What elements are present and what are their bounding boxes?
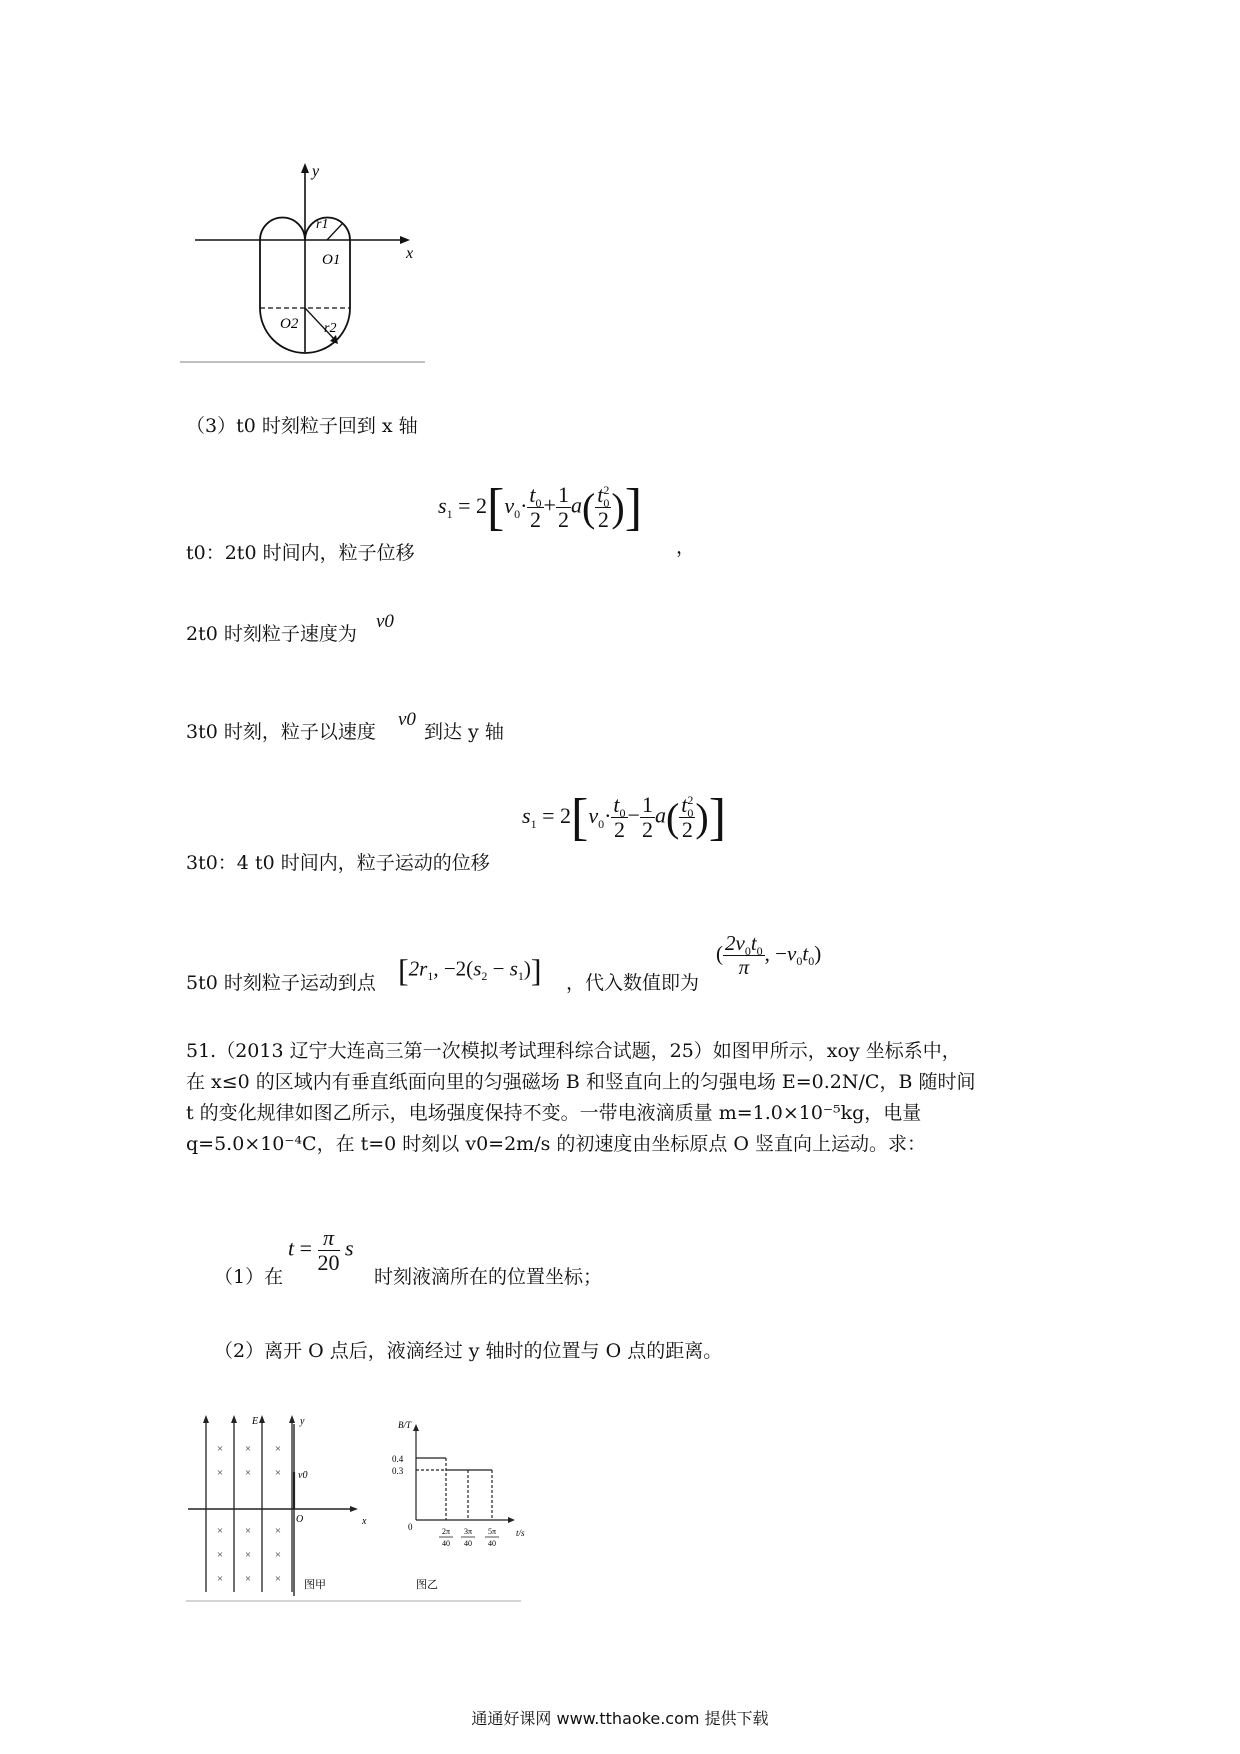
line-5t0-point: [$2r_1$, $-2(s_2 - s_1)$] bbox=[398, 952, 542, 988]
jia-y-label: y bbox=[300, 1416, 305, 1427]
field-cross: × bbox=[216, 1549, 224, 1561]
question-1-post: 时刻液滴所在的位置坐标； bbox=[374, 1266, 603, 1288]
yi-tick-numerator: 3π bbox=[463, 1527, 473, 1536]
yi-tick-numerator: 2π bbox=[441, 1527, 451, 1536]
jia-v0-label: v0 bbox=[298, 1470, 308, 1481]
line-3t0-4t0-text: 3t0：4 t0 时间内，粒子运动的位移 bbox=[186, 852, 490, 874]
jia-O-label: O bbox=[296, 1514, 304, 1525]
O2-label: O2 bbox=[280, 316, 299, 332]
line-t0-2t0-tail: ， bbox=[676, 536, 696, 558]
formula-s1-plus: $s_1 = 2[v_0\cdot$ $\frac{t_0}{2}$ + $\frac{1}{2}$ a( $\frac{t^2_0}{2}$ )] bbox=[438, 479, 643, 536]
figure-jia bbox=[186, 1410, 376, 1620]
yi-tick-04: 0.4 bbox=[392, 1454, 404, 1464]
field-cross: × bbox=[274, 1573, 282, 1585]
line-3t0-post: 到达 y 轴 bbox=[424, 721, 504, 743]
axis-x-label: x bbox=[406, 245, 414, 262]
problem-51-line4: q=5.0×10⁻⁴C，在 t=0 时刻以 v0=2m/s 的初速度由坐标原点 O 竖直向上运动。求： bbox=[186, 1133, 927, 1155]
line-5t0-result: ( $\frac{2v_0t_0}{\pi}$ , $-v_0t_0$) bbox=[716, 931, 822, 980]
line-2t0-symbol: v0 bbox=[376, 611, 394, 632]
line-2t0-text: 2t0 时刻粒子速度为 bbox=[186, 623, 357, 645]
line-3t0-pre: 3t0 时刻，粒子以速度 bbox=[186, 721, 376, 743]
field-cross: × bbox=[274, 1549, 282, 1561]
line-3t0-symbol: v0 bbox=[398, 709, 416, 730]
field-cross: × bbox=[216, 1525, 224, 1537]
yi-tick-denominator: 40 bbox=[442, 1539, 450, 1548]
yi-tick-03: 0.3 bbox=[392, 1466, 404, 1476]
r2-label: r2 bbox=[324, 321, 337, 336]
field-cross: × bbox=[216, 1573, 224, 1585]
yi-origin: 0 bbox=[408, 1522, 413, 1532]
r1-label: r1 bbox=[316, 217, 329, 232]
jia-E-label: E bbox=[252, 1416, 259, 1427]
formula-s1-minus: $s_1 = 2[v_0\cdot$ $\frac{t_0}{2}$ − $\frac{1}{2}$ a( $\frac{t^2_0}{2}$ )] bbox=[522, 789, 727, 846]
line-5t0-mid: ，代入数值即为 bbox=[566, 972, 700, 994]
yi-tick-denominator: 40 bbox=[488, 1539, 496, 1548]
problem-51-line3: t 的变化规律如图乙所示，电场强度保持不变。一带电液滴质量 m=1.0×10⁻⁵kg，电量 bbox=[186, 1102, 922, 1124]
step3-title: （3）t0 时刻粒子回到 x 轴 bbox=[186, 415, 418, 437]
yi-xlabel: t/s bbox=[516, 1528, 525, 1538]
axis-y-label: y bbox=[312, 163, 320, 180]
field-cross: × bbox=[274, 1525, 282, 1537]
problem-51 bbox=[186, 1036, 1066, 1160]
field-cross: × bbox=[216, 1467, 224, 1479]
field-cross: × bbox=[244, 1549, 252, 1561]
question-2: （2）离开 O 点后，液滴经过 y 轴时的位置与 O 点的距离。 bbox=[214, 1340, 723, 1362]
line-t0-2t0-text: t0：2t0 时间内，粒子位移 bbox=[186, 542, 415, 564]
question-1-formula: t = $\frac{\pi}{20}$ s bbox=[288, 1225, 354, 1276]
field-cross: × bbox=[216, 1443, 224, 1455]
field-cross: × bbox=[274, 1467, 282, 1479]
line-5t0-text: 5t0 时刻粒子运动到点 bbox=[186, 972, 376, 994]
O1-label: O1 bbox=[322, 252, 341, 268]
jia-x-label: x bbox=[362, 1516, 367, 1527]
problem-51-line1: 51.（2013 辽宁大连高三第一次模拟考试理科综合试题，25）如图甲所示，xoy 坐标系中， bbox=[186, 1040, 961, 1062]
field-cross: × bbox=[244, 1525, 252, 1537]
yi-caption: 图乙 bbox=[416, 1578, 438, 1591]
footer: 通通好课网 www.tthaoke.com 提供下载 bbox=[471, 1709, 769, 1728]
field-cross: × bbox=[244, 1573, 252, 1585]
yi-tick-denominator: 40 bbox=[464, 1539, 472, 1548]
figure-yi bbox=[376, 1410, 526, 1620]
yi-tick-numerator: 5π bbox=[487, 1527, 497, 1536]
jia-caption: 图甲 bbox=[304, 1578, 326, 1591]
yi-ylabel: B/T bbox=[398, 1420, 412, 1430]
problem-51-line2: 在 x≤0 的区域内有垂直纸面向里的匀强磁场 B 和竖直向上的匀强电场 E=0.2N/C，B 随时间 bbox=[186, 1071, 976, 1093]
field-cross: × bbox=[274, 1443, 282, 1455]
question-1-pre: （1）在 bbox=[214, 1266, 284, 1288]
field-cross: × bbox=[244, 1443, 252, 1455]
field-cross: × bbox=[244, 1467, 252, 1479]
trajectory-figure bbox=[180, 160, 440, 370]
